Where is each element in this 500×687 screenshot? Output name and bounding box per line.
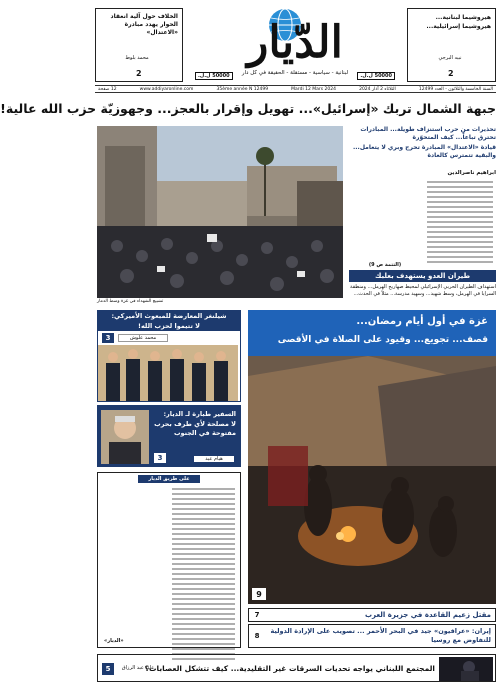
main-headline[interactable]: جبهة الشمال تربك «إسرائيل»... تهويل وإقرار بالعجز... وجهوزيّة حزب الله عالية! xyxy=(0,101,496,116)
bottom-item-2-text: إيران: «عراقيون» جيد في البحر الأحمر ... تصويب على الإرادة الدولية للتفاوض مع روسيا xyxy=(270,627,491,644)
opposition-box[interactable] xyxy=(97,310,241,402)
dateline xyxy=(95,85,496,93)
right-teaser-title: هيروشيما لبنانية... هيروشيما إسرائيلية... xyxy=(426,14,491,30)
editorial-header: على طريق الديار xyxy=(138,475,200,483)
right-teaser[interactable] xyxy=(407,8,496,82)
bottom-item-2[interactable] xyxy=(248,624,496,648)
bottom-item-2-page: 8 xyxy=(254,632,260,640)
ambassador-title: السفير طبارة لـ الديار: xyxy=(163,410,236,418)
left-teaser-title: الخلاف حول آلية انعقاد الحوار يهدد مبادرة «الاعتدال» xyxy=(110,13,178,36)
dateline-gregorian: Mardi 12 Mars 2024 xyxy=(291,87,336,92)
bottom-item-1[interactable] xyxy=(248,608,496,622)
right-teaser-author: نبيه البرجي xyxy=(438,55,462,61)
main-article-body xyxy=(349,178,496,262)
gaza-page: 9 xyxy=(252,588,266,600)
baalbek-banner-body: استهداف الطيران الحربي الإسرائيلي لمحيط صهاريج الهرمل... ومنطقة السرايا في الهرمل، وسط شهيد... وسهيد مدرسة... مثلاً في الحدث... xyxy=(350,284,496,297)
footer-author: علي عبد الرزاق xyxy=(121,665,155,671)
photo-caption: تشييع الشهداء في غزة وسط الدمار xyxy=(97,299,164,304)
opposition-page: 3 xyxy=(102,333,114,343)
gaza-subtitle: قصف... تجويع... وقيود على الصلاة في الأقصى xyxy=(277,335,488,345)
price-left: 50000 ل.ل. xyxy=(195,72,233,80)
main-photo[interactable] xyxy=(97,126,343,298)
main-continued[interactable]: (التتمة ص 9) xyxy=(368,262,402,268)
ambassador-page: 3 xyxy=(154,453,166,463)
dateline-hijri: الثلاثاء 2 آذار 2024 xyxy=(359,87,396,92)
gaza-title: غزة في أول أيام رمضان... xyxy=(356,316,488,327)
opposition-author: محمد علوش xyxy=(118,334,168,342)
opposition-subtitle: لا تتيموا لحزب الله! xyxy=(98,321,240,331)
bullet-1: تحذيرات من حرب استنزاف طويلة... المبادرات تحترق تباعاً... كيف المتحوّرة xyxy=(360,126,496,141)
logo-text: الدّيار xyxy=(247,17,343,68)
dateline-issue: السنة الخامسة والثلاثون - العدد 12499 xyxy=(418,87,493,92)
gaza-box[interactable] xyxy=(248,310,496,604)
dateline-pages: 12 صفحة xyxy=(98,87,117,92)
left-teaser-page: 2 xyxy=(136,69,142,78)
editorial-signature: «الديار» xyxy=(104,638,124,644)
ambassador-photo xyxy=(101,410,149,464)
baalbek-banner-title: طيران العدو يستهدف بعلبك xyxy=(374,272,471,280)
bottom-item-1-page: 7 xyxy=(254,611,260,619)
dateline-volume: 35ème année N 12499 xyxy=(216,87,269,92)
right-teaser-page: 2 xyxy=(448,69,454,78)
footer-teaser[interactable] xyxy=(97,654,496,682)
price-right: 50000 ل.ل. xyxy=(357,72,395,80)
baalbek-banner[interactable] xyxy=(349,270,496,282)
left-teaser-author: محمد بلوط xyxy=(125,55,149,61)
dateline-website: www.addiyaronline.com xyxy=(139,87,194,92)
rubble-crowd-image xyxy=(97,126,343,298)
tagline: لبنانية - سياسية - مستقلة - الحقيقة في كل دار xyxy=(241,70,349,76)
bottom-item-1-text: مقتل زعيم القاعدة في جزيرة العرب xyxy=(364,611,491,619)
opposition-title: شيلنغر المعارضة للمبعوث الأميركي: xyxy=(98,311,240,321)
footer-page: 5 xyxy=(102,663,114,675)
footer-text: المجتمع اللبناني يواجه تحديات السرقات غير التقليدية... كيف تتشكل العصابات؟ xyxy=(144,664,435,673)
ambassador-author: هيام عيد xyxy=(194,456,234,462)
opposition-photo xyxy=(100,345,238,399)
ambassador-box[interactable] xyxy=(97,405,241,467)
main-bullets xyxy=(349,126,496,170)
gaza-photo xyxy=(248,356,496,604)
bullet-2: قيادة «الاعتدال» المبادرة تحرج وبري لا يتعامل... والبقية تتمترس كالعادة xyxy=(352,144,496,159)
ambassador-body: لا مصلحة لأي طرف بحرب مفتوحة في الجنوب xyxy=(154,420,236,437)
logo xyxy=(191,4,399,82)
footer-photo xyxy=(439,657,493,681)
editorial[interactable] xyxy=(97,472,241,648)
gaza-header xyxy=(248,310,496,356)
left-teaser[interactable] xyxy=(95,8,183,82)
editorial-body xyxy=(100,485,238,635)
main-byline: ابراهيم ناصرالدين xyxy=(447,170,496,176)
